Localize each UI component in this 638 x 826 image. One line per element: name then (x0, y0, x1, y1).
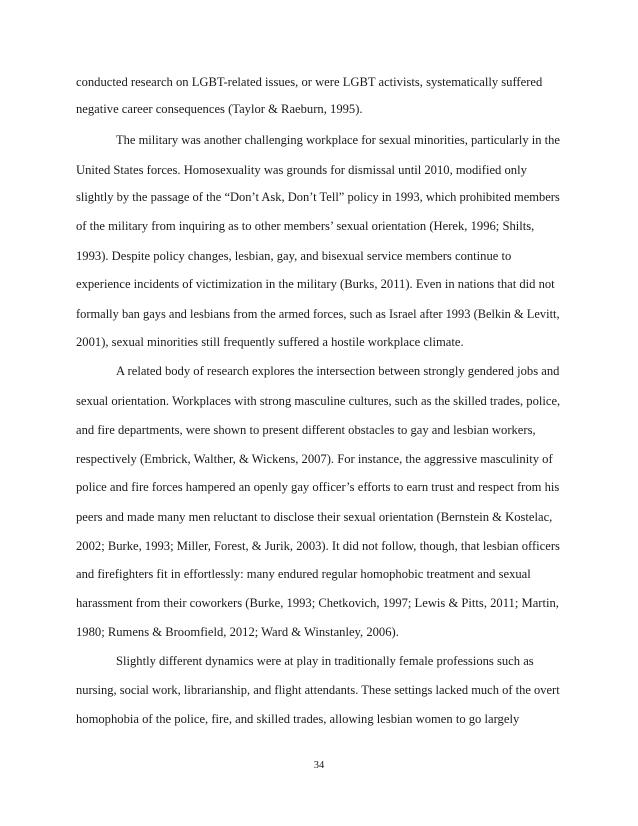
text-line: sexual orientation. Workplaces with strong masculine cultures, such as the skilled trades, police, (76, 394, 561, 408)
text-line: United States forces. Homosexuality was grounds for dismissal until 2010, modified only (76, 163, 527, 177)
text-line: and fire departments, were shown to present different obstacles to gay and lesbian workers, (76, 423, 536, 437)
text-line: negative career consequences (Taylor & Raeburn, 1995). (76, 102, 363, 116)
paragraph-first-line: The military was another challenging workplace for sexual minorities, particularly in the (116, 133, 560, 147)
text-line: nursing, social work, librarianship, and flight attendants. These settings lacked much of the overt (76, 683, 560, 697)
text-line: homophobia of the police, fire, and skilled trades, allowing lesbian women to go largely (76, 712, 520, 726)
text-line: 1993). Despite policy changes, lesbian, gay, and bisexual service members continue to (76, 249, 512, 263)
text-line: 2001), sexual minorities still frequently suffered a hostile workplace climate. (76, 335, 464, 349)
text-line: 2002; Burke, 1993; Miller, Forest, & Jurik, 2003). It did not follow, though, that lesbian officers (76, 539, 560, 553)
text-line: and firefighters fit in effortlessly: many endured regular homophobic treatment and sexual (76, 567, 531, 581)
text-line: 1980; Rumens & Broomfield, 2012; Ward & Winstanley, 2006). (76, 625, 399, 639)
text-line: formally ban gays and lesbians from the armed forces, such as Israel after 1993 (Belkin & Levitt, (76, 307, 560, 321)
text-line: slightly by the passage of the “Don’t Ask, Don’t Tell” policy in 1993, which prohibited members (76, 190, 560, 204)
text-line: conducted research on LGBT-related issues, or were LGBT activists, systematically suffered (76, 75, 543, 89)
text-line: of the military from inquiring as to other members’ sexual orientation (Herek, 1996; Shilts, (76, 219, 535, 233)
text-line: police and fire forces hampered an openly gay officer’s efforts to earn trust and respect from his (76, 480, 560, 494)
text-line: harassment from their coworkers (Burke, 1993; Chetkovich, 1997; Lewis & Pitts, 2011; Martin, (76, 596, 559, 610)
page-number: 34 (313, 760, 325, 771)
text-line: respectively (Embrick, Walther, & Wickens, 2007). For instance, the aggressive masculinity of (76, 452, 553, 466)
paragraph-first-line: Slightly different dynamics were at play in traditionally female professions such as (116, 654, 534, 668)
paragraph-first-line: A related body of research explores the intersection between strongly gendered jobs and (116, 364, 560, 378)
text-line: peers and made many men reluctant to disclose their sexual orientation (Bernstein & Kostelac, (76, 510, 553, 524)
text-line: experience incidents of victimization in the military (Burks, 2011). Even in nations that did not (76, 277, 555, 291)
